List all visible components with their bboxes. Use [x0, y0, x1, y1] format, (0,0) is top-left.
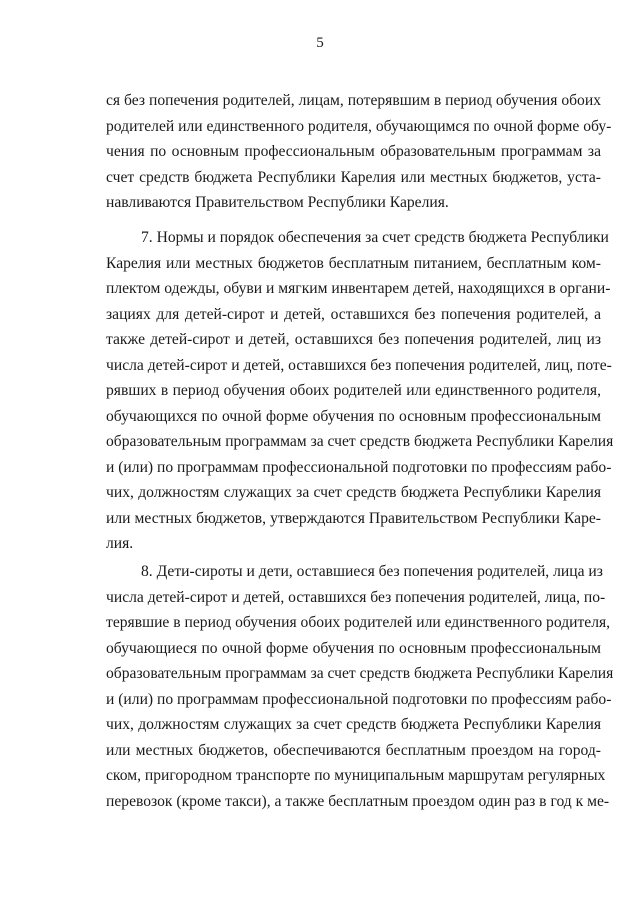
- text-line: и (или) по программам профессиональной подготовки по профессиям рабо-: [106, 690, 612, 708]
- text-line: чих, должностям служащих за счет средств бюджета Республики Карелия: [106, 484, 601, 501]
- text-line: плектом одежды, обуви и мягким инвентарем детей, находящихся в органи-: [106, 280, 611, 297]
- paragraph-continuation: [106, 88, 612, 216]
- text-line: 7. Нормы и порядок обеспечения за счет средств бюджета Республики: [141, 229, 609, 246]
- paragraph-item-7: [106, 225, 614, 557]
- text-line: ся без попечения родителей, лицам, потерявшим в период обучения обоих: [106, 92, 601, 109]
- text-line: или местных бюджетов, обеспечиваются бесплатным проездом на город-: [106, 741, 601, 759]
- text-line: ском, пригородном транспорте по муниципальным маршрутам регулярных: [106, 767, 606, 784]
- text-line: чения по основным профессиональным образовательным программам за: [106, 143, 601, 160]
- text-line: терявшие в период обучения обоих родителей или единственного родителя,: [106, 614, 611, 631]
- text-line: лия.: [106, 535, 134, 552]
- text-line: обучающихся по очной форме обучения по основным профессиональным: [106, 407, 601, 425]
- text-line: числа детей-сирот и детей, оставшихся без попечения родителей, лиц, поте-: [106, 356, 612, 374]
- text-line: образовательным программам за счет средств бюджета Республики Карелия: [106, 665, 614, 682]
- text-line: навливаются Правительством Республики Карелия.: [106, 194, 449, 211]
- text-line: счет средств бюджета Республики Карелия или местных бюджетов, уста-: [106, 168, 601, 186]
- text-line: также детей-сирот и детей, оставшихся без попечения родителей, лиц из: [106, 331, 601, 348]
- text-line: образовательным программам за счет средств бюджета Республики Карелия: [106, 433, 614, 450]
- text-line: родителей или единственного родителя, обучающимся по очной форме обу-: [106, 117, 612, 135]
- text-line: перевозок (кроме такси), а также бесплатным проездом один раз в год к ме-: [106, 792, 610, 810]
- text-line: 8. Дети-сироты и дети, оставшиеся без попечения родителей, лица из: [141, 563, 603, 580]
- text-line: или местных бюджетов, утверждаются Правительством Республики Каре-: [106, 509, 601, 527]
- text-line: зациях для детей-сирот и детей, оставшихся без попечения родителей, а: [106, 305, 601, 323]
- text-line: чих, должностям служащих за счет средств бюджета Республики Карелия: [106, 716, 601, 733]
- text-line: и (или) по программам профессиональной подготовки по профессиям рабо-: [106, 458, 612, 476]
- text-line: обучающиеся по очной форме обучения по основным профессиональным: [106, 639, 601, 657]
- text-line: рявших в период обучения обоих родителей или единственного родителя,: [106, 382, 601, 399]
- text-line: числа детей-сирот и детей, оставшихся без попечения родителей, лица, по-: [106, 588, 606, 606]
- paragraph-item-8: [106, 559, 614, 814]
- page-number: 5: [316, 35, 324, 51]
- text-line: Карелия или местных бюджетов бесплатным питанием, бесплатным ком-: [106, 254, 601, 272]
